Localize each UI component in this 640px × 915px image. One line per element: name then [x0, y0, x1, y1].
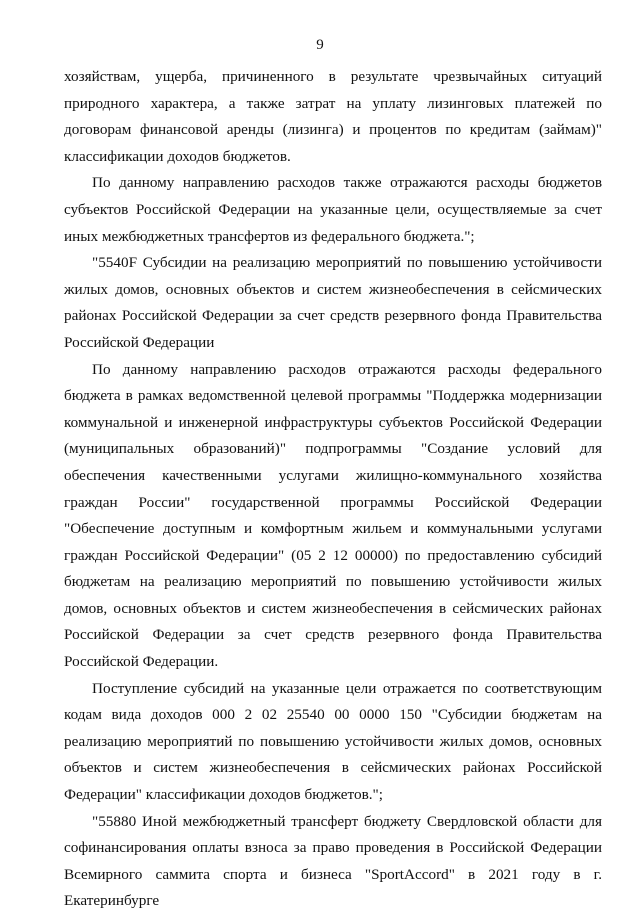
paragraph-3: "5540F Субсидии на реализацию мероприятий по повышению устойчивости жилых домов, основных объектов и систем жизнеобеспечения в сейсмических районах Российской Федерации за счет средств резервного фонда Правительства Российской Федерации: [64, 254, 602, 351]
paragraph-5: Поступление субсидий на указанные цели отражается по соответствующим кодам вида доходов 000 2 02 25540 00 0000 150 "Субсидии бюджетам на реализацию мероприятий по повышению устойчивости жилых домов, основных объектов и систем жизнеобеспечения в сейсмических районах Российской Федерации" классификации доходов бюджетов.";: [64, 679, 602, 804]
document-body: [64, 64, 602, 915]
paragraph-2: По данному направлению расходов также отражаются расходы бюджетов субъектов Российской Федерации на указанные цели, осуществляемые за счет иных межбюджетных трансфертов из федерального бюджета.";: [64, 174, 602, 245]
paragraph-4: По данному направлению расходов отражаются расходы федерального бюджета в рамках ведомственной целевой программы "Поддержка модернизации коммунальной и инженерной инфраструктуры субъектов Российской Федерации (муниципальных образований)" подпрограммы "Создание условий для обеспечения качественными услугами жилищно-коммунального хозяйства граждан России" государственной программы Российской Федерации "Обеспечение доступным и комфортным жильем и коммунальными услугами граждан Российской Федерации" (05 2 12 00000) по предоставлению субсидий бюджетам на реализацию мероприятий по повышению устойчивости жилых домов, основных объектов и систем жизнеобеспечения в сейсмических районах Российской Федерации за счет средств резервного фонда Правительства Российской Федерации.: [64, 360, 602, 671]
paragraph-1: хозяйствам, ущерба, причиненного в результате чрезвычайных ситуаций природного характера, а также затрат на уплату лизинговых платежей по договорам финансовой аренды (лизинга) и процентов по кредитам (займам)" классификации доходов бюджетов.: [64, 68, 602, 165]
page-number: 9: [316, 37, 324, 53]
paragraph-6: "55880 Иной межбюджетный трансферт бюджету Свердловской области для софинансирования оплаты взноса за право проведения в Российской Федерации Всемирного саммита спорта и бизнеса "SportAccord" в 2021 году в г. Екатеринбурге: [64, 812, 602, 910]
